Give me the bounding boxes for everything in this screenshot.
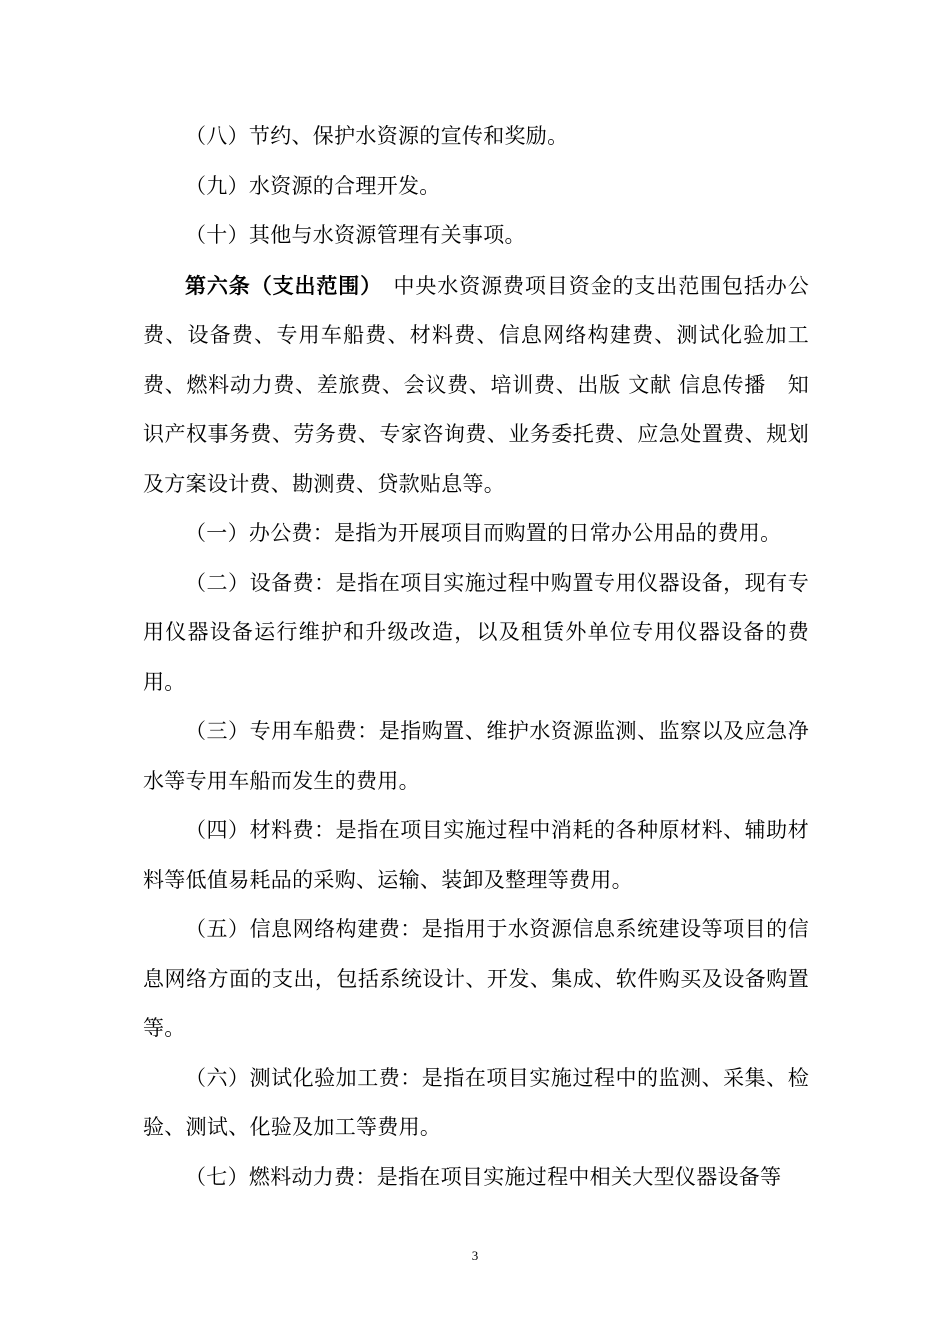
clause-paragraph: （四）材料费：是指在项目实施过程中消耗的各种原材料、辅助材料等低值易耗品的采购、运输、装卸及整理等费用。 bbox=[143, 818, 809, 892]
list-item: （八）节约、保护水资源的宣传和奖励。 bbox=[185, 124, 569, 148]
clause-paragraph: （二）设备费：是指在项目实施过程中购置专用仪器设备，现有专用仪器设备运行维护和升级改造，以及租赁外单位专用仪器设备的费用。 bbox=[143, 570, 809, 694]
list-item: （十）其他与水资源管理有关事项。 bbox=[185, 223, 526, 247]
clause-paragraph: （七）燃料动力费：是指在项目实施过程中相关大型仪器设备等 bbox=[185, 1164, 782, 1189]
clause-paragraph: （六）测试化验加工费：是指在项目实施过程中的监测、采集、检验、测试、化验及加工等费用。 bbox=[143, 1065, 809, 1139]
article-body: 中央水资源费项目资金的支出范围包括办公费、设备费、专用车船费、材料费、信息网络构建费、测试化验加工费、燃料动力费、差旅费、会议费、培训费、出版 文献 信息传播 知识产权事务费、劳务费、专家咨询费、业务委托费、应急处置费、规划及方案设计费、勘测费、贷款贴息等。 bbox=[143, 273, 810, 496]
list-item: （九）水资源的合理开发。 bbox=[185, 173, 441, 198]
clause-paragraph: （三）专用车船费：是指购置、维护水资源监测、监察以及应急净水等专用车船而发生的费用。 bbox=[143, 719, 809, 793]
article-paragraph bbox=[143, 261, 809, 510]
document-body bbox=[143, 112, 809, 1202]
clause-paragraph: （五）信息网络构建费：是指用于水资源信息系统建设等项目的信息网络方面的支出，包括系统设计、开发、集成、软件购买及设备购置等。 bbox=[143, 917, 809, 1040]
clause-paragraph: （一）办公费：是指为开展项目而购置的日常办公用品的费用。 bbox=[185, 521, 782, 545]
article-heading: 第六条（支出范围） bbox=[185, 272, 372, 298]
page-number: 3 bbox=[471, 1248, 479, 1263]
